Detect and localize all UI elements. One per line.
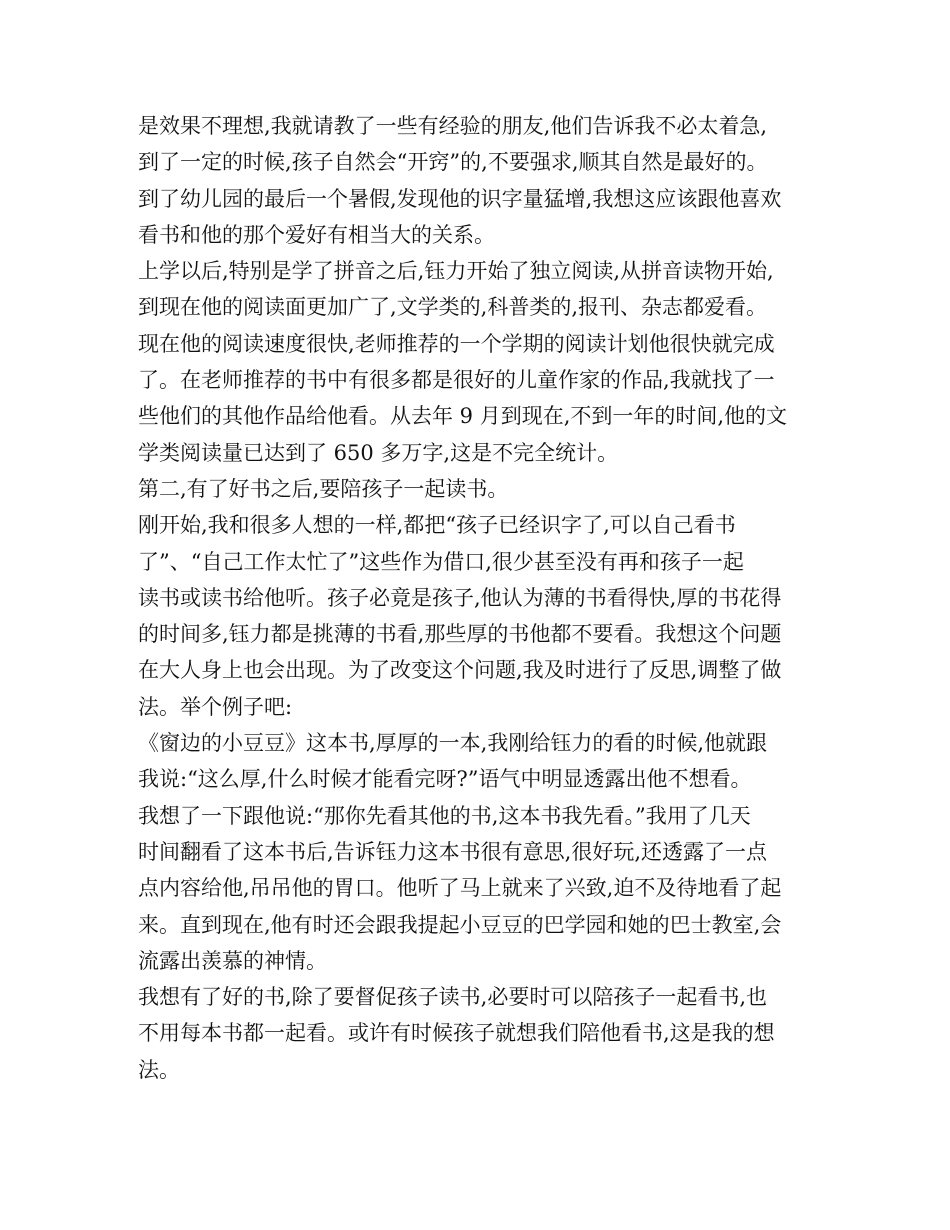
text-line: 到了一定的时候,孩子自然会“开窍”的,不要强求,顺其自然是最好的。 [138, 150, 768, 175]
text-line: 流露出羡慕的神情。 [138, 948, 327, 973]
text-line: 读书或读书给他听。孩子必竟是孩子,他认为薄的书看得快,厚的书花得 [138, 585, 782, 610]
text-line: 来。直到现在,他有时还会跟我提起小豆豆的巴学园和她的巴士教室,会 [138, 912, 782, 937]
document-body [138, 108, 828, 1088]
text-line: 时间翻看了这本书后,告诉钰力这本书很有意思,很好玩,还透露了一点 [138, 839, 768, 864]
text-line: 了”、“自己工作太忙了”这些作为借口,很少甚至没有再和孩子一起 [138, 549, 744, 574]
text-line: 到现在他的阅读面更加广了,文学类的,科普类的,报刊、杂志都爱看。 [138, 295, 768, 320]
text-line: 是效果不理想,我就请教了一些有经验的朋友,他们告诉我不必太着急, [138, 114, 768, 138]
text-line: 了。在老师推荐的书中有很多都是很好的儿童作家的作品,我就找了一 [138, 368, 775, 393]
text-line: 看书和他的那个爱好有相当大的关系。 [138, 222, 495, 247]
text-line: 的时间多,钰力都是挑薄的书看,那些厚的书他都不要看。我想这个问题 [138, 622, 782, 647]
text-line: 学类阅读量已达到了 650 多万字,这是不完全统计。 [138, 440, 619, 465]
text-line: 上学以后,特别是学了拼音之后,钰力开始了独立阅读,从拼音读物开始, [138, 259, 774, 284]
text-line: 到了幼儿园的最后一个暑假,发现他的识字量猛增,我想这应该跟他喜欢 [138, 186, 782, 211]
text-line: 我想了一下跟他说:“那你先看其他的书,这本书我先看。”我用了几天 [138, 803, 751, 828]
text-line: 现在他的阅读速度很快,老师推荐的一个学期的阅读计划他很快就完成 [138, 331, 775, 356]
text-line: 些他们的其他作品给他看。从去年 9 月到现在,不到一年的时间,他的文 [138, 404, 788, 429]
text-line: 法。举个例子吧: [138, 694, 293, 719]
section-heading: 第二,有了好书之后,要陪孩子一起读书。 [138, 476, 509, 501]
text-line: 《窗边的小豆豆》这本书,厚厚的一本,我刚给钰力的看的时候,他就跟 [138, 731, 768, 756]
text-line: 我说:“这么厚,什么时候才能看完呀?”语气中明显透露出他不想看。 [138, 767, 752, 792]
text-line: 不用每本书都一起看。或许有时候孩子就想我们陪他看书,这是我的想 [138, 1021, 775, 1046]
text-line: 我想有了好的书,除了要督促孩子读书,必要时可以陪孩子一起看书,也 [138, 985, 768, 1010]
text-line: 刚开始,我和很多人想的一样,都把“孩子已经识字了,可以自己看书 [138, 513, 736, 538]
text-line: 法。 [138, 1057, 180, 1082]
text-line: 点内容给他,吊吊他的胃口。他听了马上就来了兴致,迫不及待地看了起 [138, 876, 782, 901]
text-line: 在大人身上也会出现。为了改变这个问题,我及时进行了反思,调整了做 [138, 658, 782, 683]
